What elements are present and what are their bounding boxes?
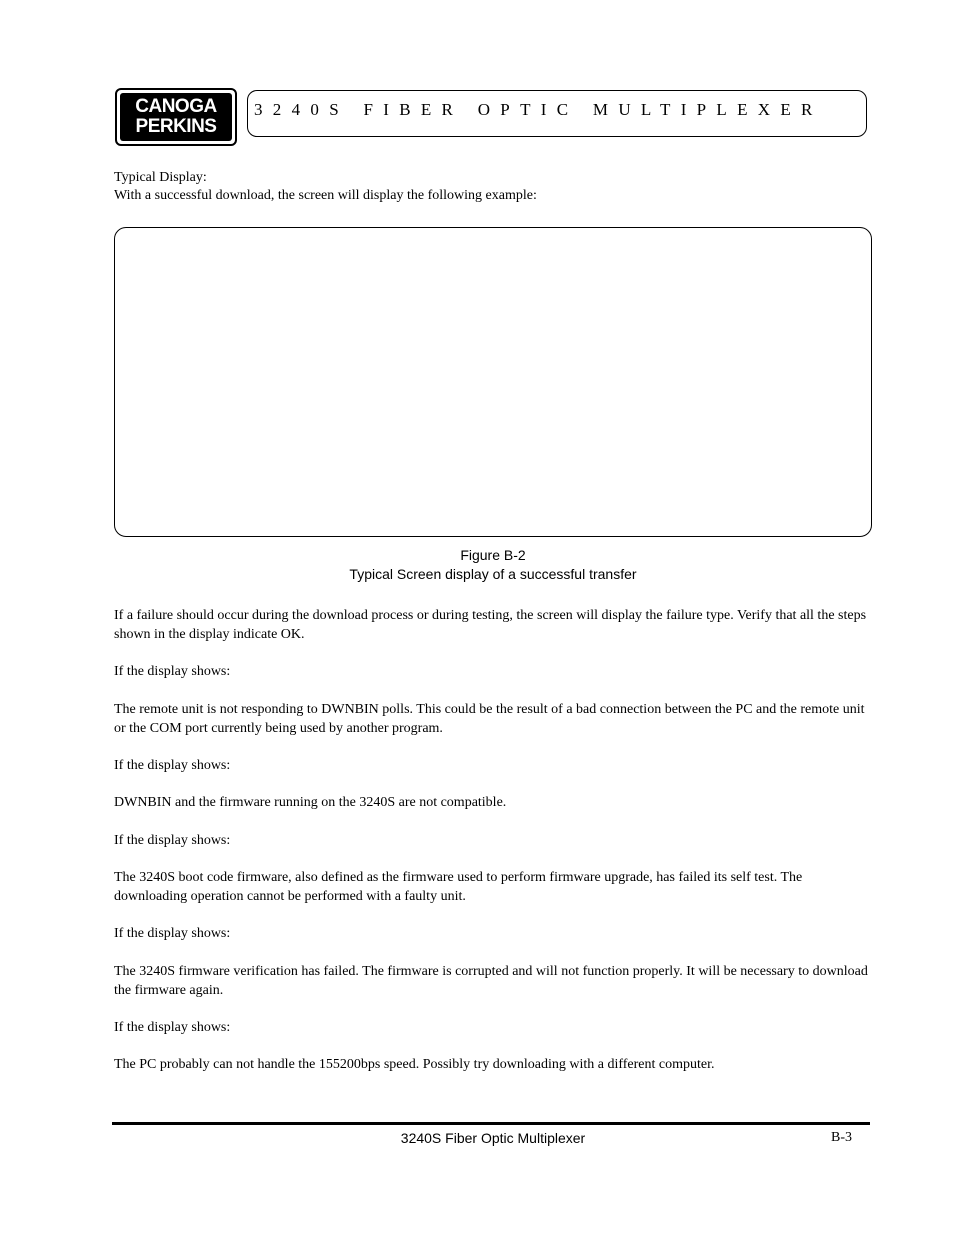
figure-number: Figure B-2 <box>460 547 526 563</box>
figure-title: Typical Screen display of a successful transfer <box>349 566 637 582</box>
paragraph-boot-code-failed: The 3240S boot code firmware, also defined as the firmware used to perform firmware upgrade, has failed its self test. The downloading operation cannot be performed with a faulty unit. <box>114 870 803 904</box>
paragraph-display-shows-1: If the display shows: <box>114 664 231 679</box>
paragraph-not-responding: The remote unit is not responding to DWNBIN polls. This could be the result of a bad connection between the PC and the remote unit or the COM port currently being used by another program. <box>114 702 865 736</box>
header-title-box <box>247 90 867 137</box>
paragraph-display-shows-4: If the display shows: <box>114 926 231 941</box>
logo-line-1: CANOGA <box>135 96 217 117</box>
screen-display-figure <box>114 227 872 537</box>
intro-line-2: With a successful download, the screen will display the following example: <box>114 188 537 203</box>
paragraph-failure-intro: If a failure should occur during the download process or during testing, the screen will display the failure type. Verify that all the steps shown in the display indicate OK. <box>114 608 867 642</box>
paragraph-pc-speed: The PC probably can not handle the 155200bps speed. Possibly try downloading with a different computer. <box>114 1057 715 1072</box>
paragraph-display-shows-5: If the display shows: <box>114 1020 231 1035</box>
canoga-perkins-logo <box>115 88 237 146</box>
paragraph-display-shows-3: If the display shows: <box>114 833 231 848</box>
paragraph-not-compatible: DWNBIN and the firmware running on the 3240S are not compatible. <box>114 795 507 810</box>
figure-caption <box>114 546 872 584</box>
page-number: B-3 <box>831 1130 852 1145</box>
logo-line-2: PERKINS <box>135 116 217 137</box>
intro-text <box>114 169 537 205</box>
logo-inner <box>120 93 232 141</box>
paragraph-display-shows-2: If the display shows: <box>114 758 231 773</box>
footer-title: 3240S Fiber Optic Multiplexer <box>400 1130 586 1146</box>
paragraph-verification-failed: The 3240S firmware verification has failed. The firmware is corrupted and will not function properly. It will be necessary to download the firmware again. <box>114 964 868 998</box>
footer-rule <box>112 1122 870 1125</box>
intro-line-1: Typical Display: <box>114 170 207 185</box>
header-title: 3240S FIBER OPTIC MULTIPLEXER <box>254 100 823 119</box>
